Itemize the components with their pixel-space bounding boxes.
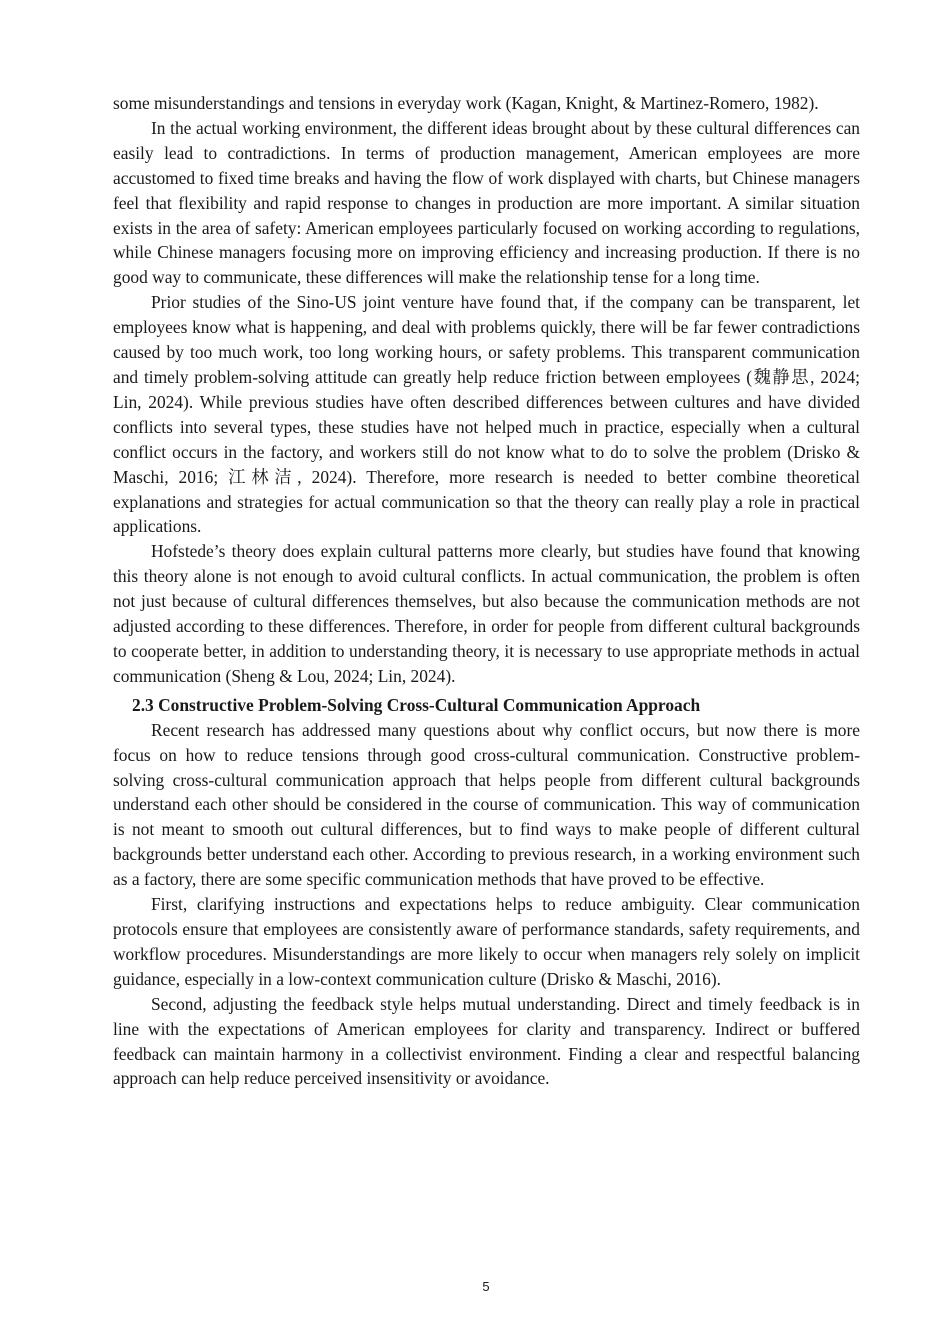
paragraph-cultural-contradictions: In the actual working environment, the different ideas brought about by these cultural differences can easily lead to contradictions. In terms of production management, American employees are more accustomed to fixed time breaks and having the flow of work displayed with charts, but Chinese managers feel that flexibility and rapid response to changes in production are more important. A similar situation exists in the area of safety: American employees particularly focused on working according to regulations, while Chinese managers focusing more on improving efficiency and increasing production. If there is no good way to communicate, these differences will make the relationship tense for a long time. bbox=[113, 117, 860, 288]
paragraph-feedback-style: Second, adjusting the feedback style helps mutual understanding. Direct and timely feedback is in line with the expectations of American employees for clarity and transparency. Indirect or buffered feedback can maintain harmony in a collectivist environment. Finding a clear and respectful balancing approach can help reduce perceived insensitivity or avoidance. bbox=[113, 993, 860, 1089]
paragraph-prior-studies: Prior studies of the Sino-US joint venture have found that, if the company can be transparent, let employees know what is happening, and deal with problems quickly, there will be far fewer contradictions caused by too much work, too long working hours, or safety problems. This transparent communication and timely problem-solving attitude can greatly help reduce friction between employees (魏静思, 2024; Lin, 2024). While previous studies have often described differences between cultures and have divided conflicts into several types, these studies have not helped much in practice, especially when a cultural conflict occurs in the factory, and workers still do not know what to do to solve the problem (Drisko & Maschi, 2016; 江林洁, 2024). Therefore, more research is needed to better combine theoretical explanations and strategies for actual communication so that the theory can really play a role in practical applications. bbox=[113, 292, 860, 537]
section-heading: 2.3 Constructive Problem-Solving Cross-Cultural Communication Approach bbox=[132, 694, 701, 715]
page-body bbox=[113, 91, 860, 1091]
paragraph-continued: some misunderstandings and tensions in everyday work (Kagan, Knight, & Martinez-Romero, 1982). bbox=[113, 93, 819, 113]
paragraph-recent-research: Recent research has addressed many questions about why conflict occurs, but now there is more focus on how to reduce tensions through good cross-cultural communication. Constructive problem-solving cross-cultural communication approach that helps people from different cultural backgrounds understand each other should be considered in the course of communication. This way of communication is not meant to smooth out cultural differences, but to find ways to make people of different cultural backgrounds better understand each other. According to previous research, in a working environment such as a factory, there are some specific communication methods that have proved to be effective. bbox=[113, 719, 860, 890]
paragraph-hofstede-theory: Hofstede’s theory does explain cultural patterns more clearly, but studies have found that knowing this theory alone is not enough to avoid cultural conflicts. In actual communication, the problem is often not just because of cultural differences themselves, but also because the communication methods are not adjusted according to these differences. Therefore, in order for people from different cultural backgrounds to cooperate better, in addition to understanding theory, it is necessary to use appropriate methods in actual communication (Sheng & Lou, 2024; Lin, 2024). bbox=[113, 541, 860, 686]
paragraph-clarifying-instructions: First, clarifying instructions and expectations helps to reduce ambiguity. Clear communication protocols ensure that employees are consistently aware of performance standards, safety requirements, and workflow procedures. Misunderstandings are more likely to occur when managers rely solely on implicit guidance, especially in a low-context communication culture (Drisko & Maschi, 2016). bbox=[113, 894, 860, 989]
page-number: 5 bbox=[482, 1279, 490, 1294]
